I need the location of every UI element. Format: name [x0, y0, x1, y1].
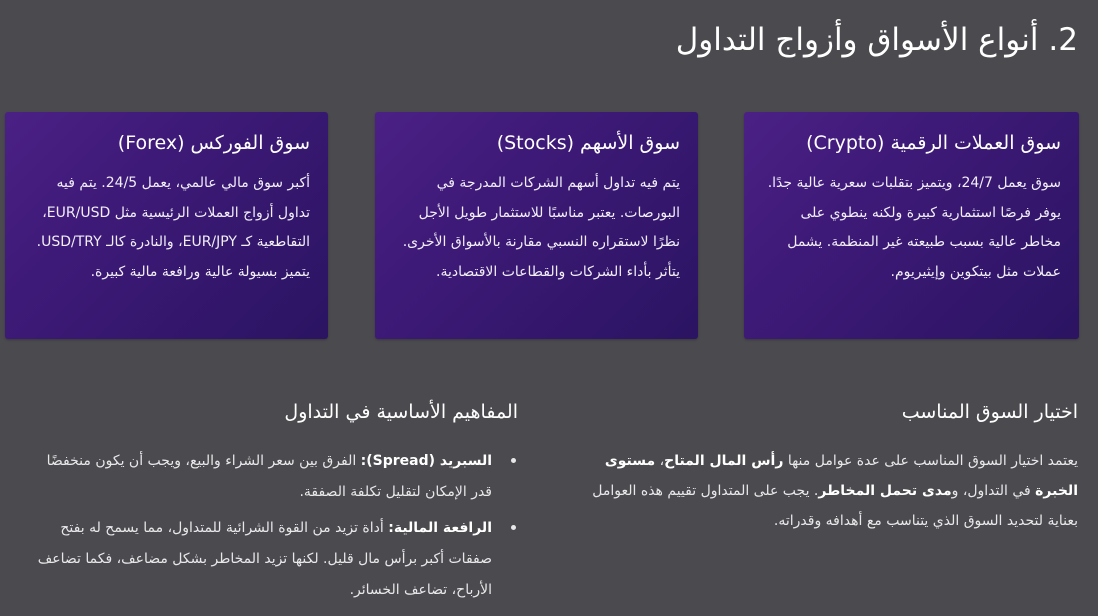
forex-market-card	[5, 112, 328, 339]
text-segment: في التداول، و	[951, 483, 1036, 499]
list-item	[32, 446, 492, 508]
page-title: 2. أنواع الأسواق وأزواج التداول	[675, 22, 1078, 58]
card-heading: سوق الفوركس (Forex)	[117, 132, 310, 154]
choose-market-text	[568, 446, 1078, 536]
crypto-market-card	[744, 112, 1079, 339]
card-heading: سوق الأسهم (Stocks)	[496, 132, 680, 154]
bold-term: مستوى الخبرة	[604, 453, 1078, 499]
card-body: أكبر سوق مالي عالمي، يعمل 24/5. يتم فيه تداول أزواج العملات الرئيسية مثل EUR/USD، التقاطعية كـ EUR/JPY، والنادرة كالـ USD/TRY. يتميز بسيولة عالية ورافعة مالية كبيرة.	[36, 175, 310, 280]
card-body: يتم فيه تداول أسهم الشركات المدرجة في البورصات. يعتبر مناسبًا للاستثمار طويل الأجل نظرًا لاستقراره النسبي مقارنة بالأسواق الأخرى. يتأثر بأداء الشركات والقطاعات الاقتصادية.	[402, 175, 680, 280]
bullet-icon	[511, 525, 516, 530]
text-segment: . يجب على المتداول تقييم هذه العوامل بعناية لتحديد السوق الذي يتناسب مع أهدافه وقدراته.	[592, 483, 1078, 529]
choose-market-title: اختيار السوق المناسب	[901, 401, 1078, 423]
list-item	[32, 513, 492, 606]
term-description: أداة تزيد من القوة الشرائية للمتداول، مما يسمح له بفتح صفقات أكبر برأس مال قليل. لكنها تزيد المخاطر بشكل مضاعف، فكما تضاعف الأرباح، تضاعف الخسائر.	[37, 520, 492, 598]
text-segment: يعتمد اختيار السوق المناسب على عدة عوامل منها	[783, 453, 1078, 469]
text-segment: ،	[655, 453, 665, 469]
concepts-title: المفاهيم الأساسية في التداول	[284, 401, 518, 423]
bullet-icon	[511, 458, 516, 463]
bold-term: رأس المال المتاح	[664, 453, 784, 469]
concepts-list	[32, 446, 492, 611]
card-body: سوق يعمل 24/7، ويتميز بتقلبات سعرية عالية جدًا. يوفر فرصًا استثمارية كبيرة ولكنه ينطوي على مخاطر عالية بسبب طبيعته غير المنظمة. يشمل عملات مثل بيتكوين وإيثيريوم.	[767, 175, 1061, 280]
term-label: السبريد (Spread):	[360, 453, 492, 469]
term-description: الفرق بين سعر الشراء والبيع، ويجب أن يكون منخفضًا قدر الإمكان لتقليل تكلفة الصفقة.	[46, 453, 492, 500]
card-heading: سوق العملات الرقمية (Crypto)	[806, 132, 1061, 154]
term-label: الرافعة المالية:	[388, 520, 492, 536]
stocks-market-card	[375, 112, 698, 339]
bold-term: مدى تحمل المخاطر	[818, 483, 952, 499]
